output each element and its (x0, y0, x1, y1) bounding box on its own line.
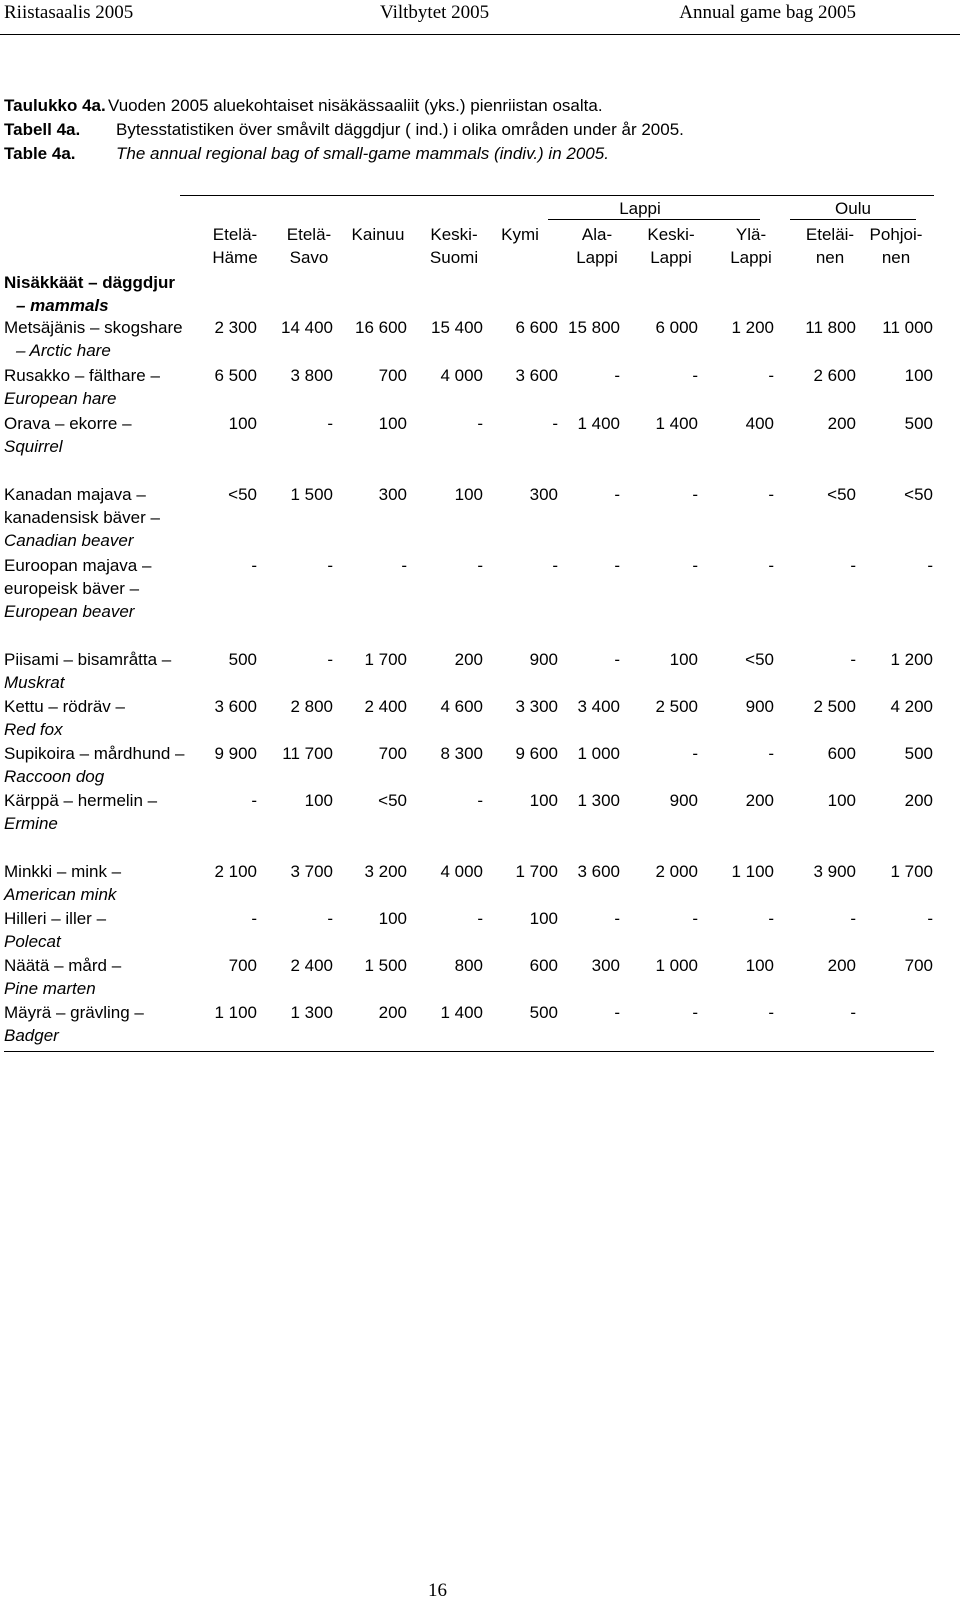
table-cell: <50 (228, 485, 257, 504)
row-label: Hilleri – iller – (4, 909, 107, 928)
table-cell: 2 500 (813, 697, 856, 716)
table-cell: 100 (904, 366, 933, 385)
table-cell: 3 400 (577, 697, 620, 716)
row-label: Pine marten (4, 979, 96, 998)
table-cell: 200 (378, 1003, 407, 1022)
row-label: Rusakko – fälthare – (4, 366, 160, 385)
table-cell: - (850, 556, 856, 575)
running-header (0, 0, 960, 35)
table-cell: <50 (745, 650, 774, 669)
column-header: Pohjoi- (869, 225, 923, 244)
table-cell: - (614, 1003, 620, 1022)
table-cell: - (251, 791, 257, 810)
table-cell: 900 (745, 697, 774, 716)
table-cell: 100 (529, 909, 558, 928)
table-cell: 1 300 (290, 1003, 333, 1022)
table-cell: - (251, 909, 257, 928)
row-label: American mink (4, 885, 117, 904)
column-header: Eteläi- (805, 225, 855, 244)
table-cell: 700 (378, 366, 407, 385)
caption-fi: Taulukko 4a. Vuoden 2005 aluekohtaiset nisäkässaaliit (yks.) pienriistan osalta. (4, 96, 603, 115)
table-cell: 700 (378, 744, 407, 763)
table-cell: 3 600 (515, 366, 558, 385)
header-center: Viltbytet 2005 (380, 2, 490, 23)
column-header-line2: nen (815, 248, 845, 267)
table-cell: 6 500 (214, 366, 257, 385)
table-cell: - (614, 909, 620, 928)
table-cell: 500 (904, 744, 933, 763)
table-cell: <50 (904, 485, 933, 504)
column-header-line2: Savo (289, 248, 329, 267)
table-cell: - (614, 485, 620, 504)
table-cell: - (477, 414, 483, 433)
table-cell: 4 200 (890, 697, 933, 716)
table-cell: - (768, 744, 774, 763)
table-cell: - (327, 909, 333, 928)
table-cell: 200 (454, 650, 483, 669)
table-cell: - (692, 556, 698, 575)
table-cell: 500 (529, 1003, 558, 1022)
section-label-en: – mammals (16, 296, 109, 315)
row-label: Mäyrä – grävling – (4, 1003, 144, 1022)
table-cell: 100 (454, 485, 483, 504)
row-label: European hare (4, 389, 117, 408)
column-header-line2: Lappi (576, 248, 618, 267)
table-cell: - (850, 650, 856, 669)
table-cell: - (768, 485, 774, 504)
table-cell: - (692, 366, 698, 385)
row-label: Raccoon dog (4, 767, 105, 786)
table-cell: 300 (529, 485, 558, 504)
table-cell: 1 000 (655, 956, 698, 975)
table-cell: 2 400 (364, 697, 407, 716)
row-label: Polecat (4, 932, 61, 951)
table-cell: 2 100 (214, 862, 257, 881)
table-cell: - (927, 909, 933, 928)
table-cell: - (768, 1003, 774, 1022)
row-label: Supikoira – mårdhund – (4, 744, 185, 763)
table-cell: 800 (454, 956, 483, 975)
column-header: Kymi (501, 225, 539, 244)
table-cell: 2 000 (655, 862, 698, 881)
table-cell: 3 300 (515, 697, 558, 716)
table-cell: - (327, 414, 333, 433)
row-label: kanadensisk bäver – (4, 508, 160, 527)
row-label: Muskrat (4, 673, 65, 692)
table-cell: 100 (827, 791, 856, 810)
row-label: Näätä – mård – (4, 956, 122, 975)
table-cell: 100 (378, 414, 407, 433)
table-cell: 100 (745, 956, 774, 975)
table-cell: 11 800 (805, 318, 856, 337)
column-header-line2: Suomi (429, 248, 479, 267)
table-cell: - (327, 650, 333, 669)
row-label: Badger (4, 1026, 59, 1045)
table-cell: 2 800 (290, 697, 333, 716)
oulu-group-rule (790, 219, 916, 220)
column-header: Ala- (581, 225, 613, 244)
caption-sv: Tabell 4a. Bytesstatistiken över småvilt däggdjur ( ind.) i olika områden under år 2005. (4, 120, 684, 139)
table-cell: - (614, 650, 620, 669)
table-cell: 1 200 (731, 318, 774, 337)
column-header: Kainuu (351, 225, 405, 244)
table-cell: 200 (827, 956, 856, 975)
table-cell: 500 (228, 650, 257, 669)
row-label: – Arctic hare (16, 341, 111, 360)
table-cell: 100 (529, 791, 558, 810)
column-header: Etelä- (286, 225, 332, 244)
table-cell: 2 300 (214, 318, 257, 337)
table-cell: 2 400 (290, 956, 333, 975)
table-bottom-rule (4, 1051, 934, 1052)
column-header-line2: Lappi (730, 248, 772, 267)
table-cell: 2 500 (655, 697, 698, 716)
row-label: Piisami – bisamråtta – (4, 650, 172, 669)
table-cell: - (692, 1003, 698, 1022)
table-cell: 600 (529, 956, 558, 975)
table-cell: <50 (378, 791, 407, 810)
table-cell: - (552, 414, 558, 433)
table-cell: 1 400 (577, 414, 620, 433)
table-cell: 200 (745, 791, 774, 810)
row-label: Orava – ekorre – (4, 414, 132, 433)
row-label: Kettu – rödräv – (4, 697, 125, 716)
table-cell: 15 400 (431, 318, 483, 337)
table-cell: 3 800 (290, 366, 333, 385)
table-cell: 200 (904, 791, 933, 810)
column-header: Keski- (647, 225, 695, 244)
table-cell: 200 (827, 414, 856, 433)
column-header-line2: nen (881, 248, 911, 267)
column-header: Ylä- (735, 225, 767, 244)
table-cell: - (850, 1003, 856, 1022)
table-cell: 1 100 (731, 862, 774, 881)
table-cell: 16 600 (355, 318, 407, 337)
table-cell: - (477, 909, 483, 928)
table-cell: - (768, 909, 774, 928)
table-cell: - (552, 556, 558, 575)
table-cell: 1 300 (577, 791, 620, 810)
row-label: European beaver (4, 602, 135, 621)
table-cell: 11 700 (282, 744, 333, 763)
row-label: Canadian beaver (4, 531, 134, 550)
page-number: 16 (428, 1580, 447, 1601)
row-label: Minkki – mink – (4, 862, 122, 881)
table-cell: - (692, 485, 698, 504)
table-cell: 1 000 (577, 744, 620, 763)
table-cell: 1 500 (364, 956, 407, 975)
row-label: Kärppä – hermelin – (4, 791, 158, 810)
row-label: Metsäjänis – skogshare (4, 318, 183, 337)
table-cell: 11 000 (882, 318, 933, 337)
table-cell: 900 (669, 791, 698, 810)
column-header: Keski- (430, 225, 478, 244)
table-cell: 100 (228, 414, 257, 433)
table-cell: 3 600 (577, 862, 620, 881)
table-cell: 900 (529, 650, 558, 669)
column-header-line2: Häme (212, 248, 258, 267)
table-cell: 500 (904, 414, 933, 433)
row-label: Squirrel (4, 437, 63, 456)
table-cell: 1 200 (890, 650, 933, 669)
lappi-group-rule (548, 219, 760, 220)
table-cell: 3 700 (290, 862, 333, 881)
table-cell: - (477, 791, 483, 810)
table-cell: 2 600 (813, 366, 856, 385)
table-cell: 4 600 (440, 697, 483, 716)
table-cell: - (477, 556, 483, 575)
table-cell: 700 (904, 956, 933, 975)
row-label: Kanadan majava – (4, 485, 146, 504)
table-cell: - (692, 744, 698, 763)
table-cell: 100 (304, 791, 333, 810)
caption-en: Table 4a. The annual regional bag of small-game mammals (indiv.) in 2005. (4, 144, 609, 163)
table-cell: 4 000 (440, 366, 483, 385)
table-cell: 4 000 (440, 862, 483, 881)
table-cell: 1 700 (515, 862, 558, 881)
column-header-line2: Lappi (650, 248, 692, 267)
table-cell: 100 (669, 650, 698, 669)
table-cell: - (768, 366, 774, 385)
table-cell: - (927, 556, 933, 575)
header-left: Riistasaalis 2005 (4, 2, 134, 23)
table-cell: - (614, 556, 620, 575)
table-cell: - (850, 909, 856, 928)
table-cell: 1 500 (290, 485, 333, 504)
table-cell: - (768, 556, 774, 575)
table-cell: - (692, 909, 698, 928)
table-cell: - (614, 366, 620, 385)
table-cell: 14 400 (281, 318, 333, 337)
table-cell: 6 600 (515, 318, 558, 337)
table-cell: 1 100 (214, 1003, 257, 1022)
table-cell: 3 200 (364, 862, 407, 881)
table-cell: 400 (745, 414, 774, 433)
group-header-oulu: Oulu (835, 199, 871, 218)
table-cell: 3 600 (214, 697, 257, 716)
table-cell: 1 400 (655, 414, 698, 433)
table-cell: - (251, 556, 257, 575)
table-cell: 6 000 (655, 318, 698, 337)
table-cell: - (401, 556, 407, 575)
table-cell: 300 (378, 485, 407, 504)
table-cell: 600 (827, 744, 856, 763)
table-cell: 300 (591, 956, 620, 975)
table-cell: 9 900 (214, 744, 257, 763)
group-header-lappi: Lappi (619, 199, 661, 218)
header-right: Annual game bag 2005 (679, 2, 856, 23)
table-cell: 9 600 (515, 744, 558, 763)
row-label: europeisk bäver – (4, 579, 140, 598)
row-label: Red fox (4, 720, 63, 739)
table-cell: <50 (827, 485, 856, 504)
column-header: Etelä- (212, 225, 258, 244)
table-cell: 15 800 (568, 318, 620, 337)
table-cell: 1 400 (440, 1003, 483, 1022)
table-cell: 1 700 (364, 650, 407, 669)
table-cell: 3 900 (813, 862, 856, 881)
row-label: Ermine (4, 814, 58, 833)
table-cell: 700 (228, 956, 257, 975)
table-cell: 1 700 (890, 862, 933, 881)
table-cell: 8 300 (440, 744, 483, 763)
section-label: Nisäkkäät – däggdjur (4, 273, 176, 292)
row-label: Euroopan majava – (4, 556, 152, 575)
table-cell: 100 (378, 909, 407, 928)
table-cell: - (327, 556, 333, 575)
table-top-rule (180, 195, 934, 196)
